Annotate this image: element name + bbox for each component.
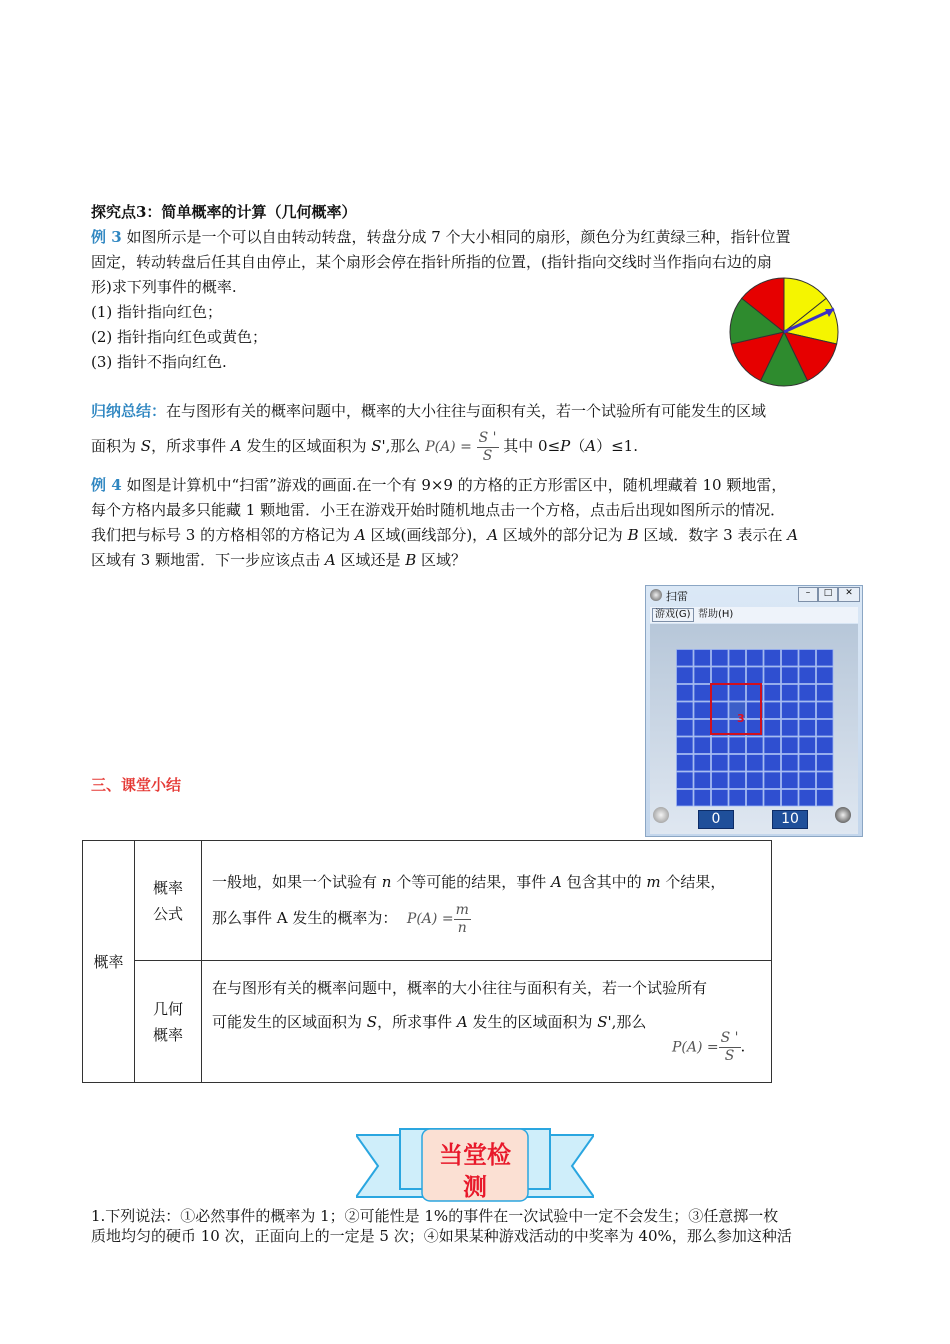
formula-label-line2: 公式: [152, 904, 183, 923]
window-titlebar: [646, 586, 862, 606]
formula-pa: P(A) =: [425, 439, 472, 455]
var-a: A: [551, 873, 562, 891]
window-body: [650, 624, 858, 834]
mine-cell[interactable]: [799, 737, 816, 754]
text: 区域．数字 3 表示在: [638, 526, 788, 544]
geo-label-line1: 几何: [152, 999, 183, 1018]
text: ，所求事件: [377, 1013, 457, 1031]
mine-cell[interactable]: [677, 772, 694, 789]
minesweeper-window: [645, 585, 863, 837]
mine-cell[interactable]: [817, 650, 834, 667]
mine-cell[interactable]: [799, 772, 816, 789]
test-line2: 质地均匀的硬币 10 次，正面向上的一定是 5 次；④如果某种游戏活动的中奖率为 40%，那么参加这种活: [91, 1227, 792, 1245]
example3-text: 如图所示是一个可以自由转动转盘，转盘分成 7 个大小相同的扇形，颜色分为红黄绿三种，指针位置: [126, 228, 791, 246]
mine-cell[interactable]: [677, 667, 694, 684]
formula-content: [202, 841, 772, 961]
mine-counter: 10: [772, 810, 808, 829]
var-a: A: [230, 437, 242, 455]
mine-cell[interactable]: [677, 650, 694, 667]
text: 区域(画线部分)，: [365, 526, 488, 544]
mine-cell[interactable]: [677, 755, 694, 772]
var-s: S: [140, 437, 152, 455]
mine-cell[interactable]: [817, 790, 834, 807]
var-a: A: [487, 526, 499, 544]
text: ，所求事件: [151, 437, 231, 455]
mine-cell[interactable]: [747, 790, 764, 807]
fraction: [719, 1030, 741, 1065]
text: 其中 0≤: [498, 437, 561, 455]
text: 可能发生的区域面积为: [212, 1013, 367, 1031]
mine-cell[interactable]: [782, 702, 799, 719]
example4-label: 例 4: [91, 476, 122, 494]
summary-note-line1: [91, 401, 766, 421]
spinner-image: [726, 276, 843, 389]
mine-cell[interactable]: [799, 755, 816, 772]
window-menubar: [650, 607, 858, 623]
example4-line3: [91, 525, 798, 545]
text: 区域有 3 颗地雷．下一步应该点击: [91, 551, 325, 569]
example3-line2: 固定，转动转盘后任其自由停止，某个扇形会停在指针所指的位置，(指针指向交线时当作指向右边的扇: [91, 253, 772, 271]
mine-cell[interactable]: [817, 737, 834, 754]
mine-cell[interactable]: [677, 720, 694, 737]
mine-cell[interactable]: [782, 737, 799, 754]
text: 区域还是: [335, 551, 406, 569]
test-line1: 1.下列说法：①必然事件的概率为 1；②可能性是 1%的事件在一次试验中一定不会发生；③任意掷一枚: [91, 1207, 779, 1225]
mine-cell[interactable]: [817, 702, 834, 719]
text: .: [740, 1037, 746, 1056]
fraction-denominator: n: [454, 919, 471, 937]
example3-line3: 形)求下列事件的概率.: [91, 278, 237, 296]
mine-cell[interactable]: [799, 702, 816, 719]
formula-label: [135, 841, 202, 961]
close-icon[interactable]: ✕: [838, 587, 860, 602]
mine-cell[interactable]: [782, 755, 799, 772]
example3-line1: [91, 227, 791, 247]
formula-line1: [212, 864, 761, 900]
mine-cell[interactable]: [747, 772, 764, 789]
mine-cell[interactable]: [729, 650, 746, 667]
text: 个结果，: [660, 873, 726, 891]
mine-cell[interactable]: [799, 650, 816, 667]
mine-cell[interactable]: [712, 737, 729, 754]
text: 区域？: [416, 551, 467, 569]
var-m: m: [646, 873, 661, 891]
mine-cell[interactable]: [694, 650, 711, 667]
mine-cell[interactable]: [764, 790, 781, 807]
mine-cell[interactable]: [712, 650, 729, 667]
var-s-prime: S': [597, 1013, 612, 1031]
section-heading: 探究点3：简单概率的计算（几何概率）: [91, 203, 357, 221]
text: 发生的区域面积为: [467, 1013, 598, 1031]
summary-note-text: 在与图形有关的概率问题中，概率的大小往往与面积有关，若一个试验所有可能发生的区域: [166, 402, 767, 420]
row-label-probability: 概率: [83, 841, 135, 1083]
var-s-prime: S': [371, 437, 386, 455]
formula-pa: P(A) =: [406, 911, 454, 927]
mine-cell[interactable]: [764, 685, 781, 702]
mine-cell[interactable]: [782, 667, 799, 684]
geo-content: [202, 961, 772, 1083]
mine-cell[interactable]: [817, 720, 834, 737]
mine-cell[interactable]: [677, 790, 694, 807]
text: 一般地，如果一个试验有: [212, 873, 382, 891]
mine-cell[interactable]: [677, 685, 694, 702]
mine-cell[interactable]: [712, 667, 729, 684]
geo-label: [135, 961, 202, 1083]
window-title: 扫雷: [666, 590, 688, 603]
mine-cell[interactable]: [694, 790, 711, 807]
mine-cell[interactable]: [712, 702, 729, 719]
summary-heading: 三、课堂小结: [91, 776, 182, 794]
var-a: A: [354, 526, 366, 544]
banner-text-line2: 测: [463, 1173, 487, 1201]
revealed-number: 3: [737, 712, 745, 725]
mine-cell[interactable]: [729, 755, 746, 772]
mine-cell[interactable]: [799, 720, 816, 737]
mine-cell[interactable]: [764, 667, 781, 684]
mine-cell[interactable]: [799, 685, 816, 702]
mine-cell[interactable]: [712, 755, 729, 772]
mine-cell[interactable]: [694, 685, 711, 702]
mine-cell[interactable]: [764, 755, 781, 772]
example4-line2: 每个方格内最多只能藏 1 颗地雷．小王在游戏开始时随机地点击一个方格，点击后出现如图所示的情况．: [91, 501, 786, 519]
text: ,那么: [611, 1013, 647, 1031]
geo-text: [202, 972, 771, 1071]
text: 区域外的部分记为: [498, 526, 628, 544]
fraction: [454, 902, 471, 937]
question-1: (1) 指针指向红色；: [91, 303, 223, 321]
var-p: P: [560, 437, 571, 455]
mine-cell[interactable]: [764, 737, 781, 754]
text: ,那么: [385, 437, 426, 455]
mine-cell[interactable]: [747, 667, 764, 684]
fraction-numerator: S ': [478, 429, 497, 446]
mine-cell[interactable]: [764, 720, 781, 737]
summary-note-label: 归纳总结：: [91, 402, 167, 420]
mine-cell[interactable]: [712, 685, 729, 702]
mine-cell[interactable]: [694, 755, 711, 772]
mine-cell[interactable]: [729, 772, 746, 789]
mine-cell[interactable]: [764, 772, 781, 789]
example4-text: 如图是计算机中“扫雷”游戏的画面.在一个有 9×9 的方格的正方形雷区中，随机埋藏着 10 颗地雷，: [121, 476, 787, 494]
mine-cell[interactable]: [764, 702, 781, 719]
text: 包含其中的: [561, 873, 647, 891]
mine-cell[interactable]: [817, 685, 834, 702]
text: 个等可能的结果，事件: [391, 873, 551, 891]
question-2: (2) 指针指向红色或黄色；: [91, 328, 268, 346]
text: 我们把与标号 3 的方格相邻的方格记为: [91, 526, 355, 544]
text: ）≤1.: [596, 437, 638, 455]
example4-line4: [91, 550, 466, 570]
menu-help[interactable]: 帮助(H): [698, 609, 734, 620]
mine-cell[interactable]: [729, 790, 746, 807]
geo-label-line2: 概率: [152, 1025, 183, 1044]
formula-line2: [212, 900, 761, 937]
text: 面积为: [91, 437, 141, 455]
text: （: [570, 437, 586, 455]
time-counter: 0: [698, 810, 734, 829]
summary-table: [82, 840, 772, 1083]
mine-cell[interactable]: [817, 755, 834, 772]
question-3: (3) 指针不指向红色.: [91, 353, 227, 371]
mine-cell[interactable]: [694, 667, 711, 684]
mine-cell[interactable]: [817, 667, 834, 684]
clock-icon: [653, 807, 669, 823]
mine-cell[interactable]: [747, 650, 764, 667]
fraction-denominator: S: [482, 447, 493, 464]
minimize-icon[interactable]: –: [798, 587, 818, 602]
banner-text-line1: 当堂检: [439, 1141, 511, 1169]
mine-cell[interactable]: [747, 737, 764, 754]
fraction-numerator: m: [455, 901, 469, 918]
example3-label: 例 3: [91, 228, 122, 246]
mine-cell[interactable]: [764, 650, 781, 667]
fraction: [477, 430, 499, 465]
test-banner: [356, 1127, 594, 1203]
mine-cell[interactable]: [799, 790, 816, 807]
mine-cell[interactable]: [677, 737, 694, 754]
mine-icon: [650, 589, 662, 601]
formula-text: [202, 858, 771, 943]
text: 发生的区域面积为: [241, 437, 372, 455]
var-b: B: [627, 526, 639, 544]
formula-label-line1: 概率: [152, 878, 183, 897]
formula-pa: P(A) =: [672, 1039, 719, 1056]
mine-cell[interactable]: [782, 772, 799, 789]
mine-cell[interactable]: [694, 737, 711, 754]
mine-cell[interactable]: [677, 702, 694, 719]
var-b: B: [405, 551, 417, 569]
text: 那么事件 A 发生的概率为：: [212, 909, 398, 927]
minefield-grid: [676, 649, 834, 807]
example4-line1: [91, 475, 786, 495]
mine-cell[interactable]: [782, 650, 799, 667]
mine-cell[interactable]: [729, 737, 746, 754]
mine-cell[interactable]: [729, 685, 746, 702]
mine-cell[interactable]: [729, 667, 746, 684]
mine-cell[interactable]: [747, 755, 764, 772]
mine-cell[interactable]: [782, 790, 799, 807]
mine-cell[interactable]: [817, 772, 834, 789]
mine-cell[interactable]: [694, 720, 711, 737]
fraction-numerator: S ': [720, 1030, 739, 1046]
fraction-denominator: S: [724, 1048, 735, 1064]
menu-game[interactable]: 游戏(G): [652, 608, 694, 622]
geo-line1: 在与图形有关的概率问题中，概率的大小往往与面积有关，若一个试验所有: [212, 979, 708, 997]
mine-cell[interactable]: [694, 702, 711, 719]
summary-note-line2: [91, 428, 638, 465]
mine-cell[interactable]: [712, 772, 729, 789]
mine-cell[interactable]: [694, 772, 711, 789]
var-n: n: [381, 873, 392, 891]
mine-cells: [677, 650, 834, 807]
var-a: A: [585, 437, 597, 455]
mine-counter-icon: [835, 807, 851, 823]
var-a: A: [787, 526, 799, 544]
mine-cell[interactable]: [782, 720, 799, 737]
var-s: S: [366, 1013, 378, 1031]
mine-cell[interactable]: [799, 667, 816, 684]
mine-cell[interactable]: [782, 685, 799, 702]
mine-cell[interactable]: [712, 790, 729, 807]
var-a: A: [324, 551, 336, 569]
var-a: A: [456, 1013, 468, 1031]
maximize-icon[interactable]: □: [818, 587, 838, 602]
